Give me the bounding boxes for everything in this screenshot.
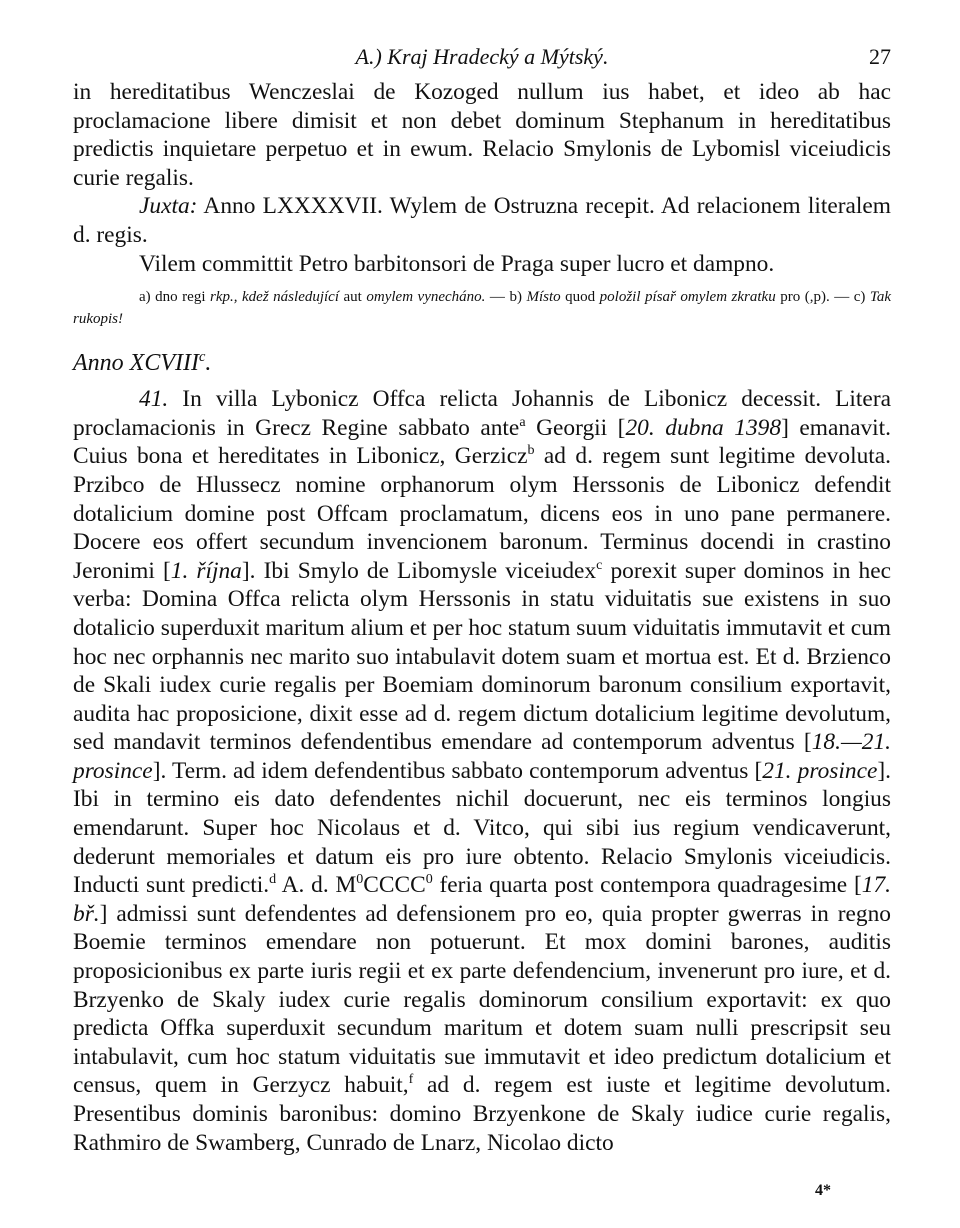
footnote-italic: rkp., kdež následující	[210, 289, 340, 306]
footnote-a-mark: a)	[139, 289, 151, 306]
entry-text: CCCC	[363, 872, 426, 899]
superscript: 0	[425, 871, 433, 888]
entry-text: ad d. regem est iuste et legitime devolutum. Presentibus dominis baronibus: domino Brzyenkone de Skaly iudice curie regalis, Rathmiro de Swamberg, Cunrado de Lnarz, Nicolao dicto	[73, 1072, 891, 1156]
footnote-text: aut	[339, 289, 367, 306]
footnote-text: dno regi	[150, 289, 211, 306]
note-ref: f	[408, 1071, 414, 1088]
signature-mark: 4*	[815, 1182, 831, 1199]
entry-text: ad d. regem sunt legitime devoluta. Przibco de Hlussecz nomine orphanorum olym Herssonis de Libonicz defendit dotalicium domine post Offcam proclamatum, dicens eos in uno pane permanere. Docere eos offert secundum invencionem baronum. Terminus docendi in crastino Jeronimi [	[73, 443, 891, 584]
footnote-dash: —	[485, 289, 510, 306]
date-gloss: 18.—21. prosince	[73, 729, 891, 784]
note-ref: d	[269, 871, 277, 888]
date-gloss: 21. prosince	[762, 757, 878, 784]
entry-number: 41.	[139, 386, 169, 413]
page-number: 27	[869, 44, 891, 69]
footnote-italic: Tak rukopis!	[73, 289, 892, 328]
entry-text: In villa Lybonicz Offca relicta Johannis de Libonicz decessit. Litera proclamacionis in Grecz Regine sabbato ante	[73, 386, 891, 441]
vilem-paragraph: Vilem committit Petro barbitonsori de Praga super lucro et dampno.	[139, 250, 775, 277]
continuation-paragraph: in hereditatibus Wenczeslai de Kozoged nullum ius habet, et ideo ab hac proclamacione libere dimisit et non debet dominum Stephanum in hereditatibus predictis inquietare perpetuo et in ewum. Relacio Smylonis de Lybomisl viceiudicis curie regalis.	[73, 79, 891, 191]
footnote-italic: položil písař omylem zkratku	[599, 289, 776, 306]
entry-41	[73, 385, 891, 1157]
date-gloss: 20. dubna 1398	[625, 414, 782, 441]
juxta-paragraph	[73, 192, 891, 249]
page	[73, 44, 891, 1157]
juxta-text: Anno LXXXXVII. Wylem de Ostruzna recepit. Ad relacionem literalem d. regis.	[73, 193, 891, 248]
page-header	[73, 44, 891, 78]
entry-text: ]. Term. ad idem defendentibus sabbato contemporum adventus [	[152, 757, 763, 784]
year-heading: Anno XCVIII$^c$.	[73, 349, 212, 377]
footnote-c-mark: c)	[853, 289, 866, 306]
entry-text: feria quarta post contempora quadragesime [	[432, 872, 862, 899]
entry-text: ]. Ibi Smylo de Libomysle viceiudex	[241, 557, 597, 584]
entry-text: ] emanavit. Cuius bona et hereditates in Libonicz, Gerzicz	[73, 414, 891, 470]
footnote-dash: —	[829, 289, 854, 306]
footnote-text: pro (,p).	[775, 289, 830, 306]
footnote-italic: Místo	[521, 289, 561, 306]
running-title: A.) Kraj Hradecký a Mýtský.	[355, 44, 609, 69]
note-ref: b	[527, 442, 535, 459]
entry-text: ] admissi sunt defendentes ad defensionem pro eo, quia propter gwerras in regno Boemie terminos emendare non potuerunt. Et mox domini barones, auditis proposicionibus ex parte iuris regii et ex parte defendencium, invenerunt pro iure, et d. Brzyenko de Skaly iudex curie regalis dominorum consilium exportavit: ex quo predicta Offka superduxit secundum maritum et dotem suam nulli prescripsit seu intabulavit, cum hoc statum viduitatis sue immutavit et ideo predictum dotalicium et census, quem in Gerzycz habuit,	[73, 900, 891, 1099]
date-gloss: 17. bř.	[73, 872, 892, 927]
year-heading-sup: c	[198, 349, 206, 366]
note-ref: a	[519, 413, 526, 430]
footnote-text: quod	[560, 289, 600, 306]
superscript: 0	[356, 871, 364, 888]
date-gloss: 1. října	[170, 557, 242, 584]
entry-text: porexit super dominos in hec verba: Domina Offca relicta olym Herssonis in statu viduitatis sue existens in suo dotalicio superduxit maritum alium et per hoc statum suum viduitatis immutavit et cum hoc nec orphannis nec marito suo intabulavit dotem suam et mortua est. Et d. Brzienco de Skali iudex curie regalis per Boemiam dominorum baronum consilium exportavit, audita hac proposicione, dixit esse ad d. regem dictum dotalicium legitime devolutum, sed mandavit terminos defendentibus emendare ad contemporum adventus [	[73, 557, 891, 756]
footnote-b-mark: b)	[509, 289, 522, 306]
entry-text: ]. Ibi in termino eis dato defendentes nichil docuerunt, nec eis terminos longius emendarunt. Super hoc Nicolaus et d. Vitco, qui sibi ius regium vendicaverunt, dederunt memoriales et datum eis pro iure obtento. Relacio Smylonis viceiudicis. Inducti sunt predicti.	[73, 757, 891, 899]
footnotes-top	[73, 286, 891, 330]
year-heading-text: Anno XCVIII	[73, 350, 199, 377]
juxta-label: Juxta:	[139, 193, 198, 220]
note-ref: c	[596, 556, 603, 573]
entry-text: Georgii [	[525, 414, 626, 441]
footnote-italic: omylem vynecháno.	[366, 289, 486, 306]
entry-text: A. d. M	[276, 872, 357, 899]
